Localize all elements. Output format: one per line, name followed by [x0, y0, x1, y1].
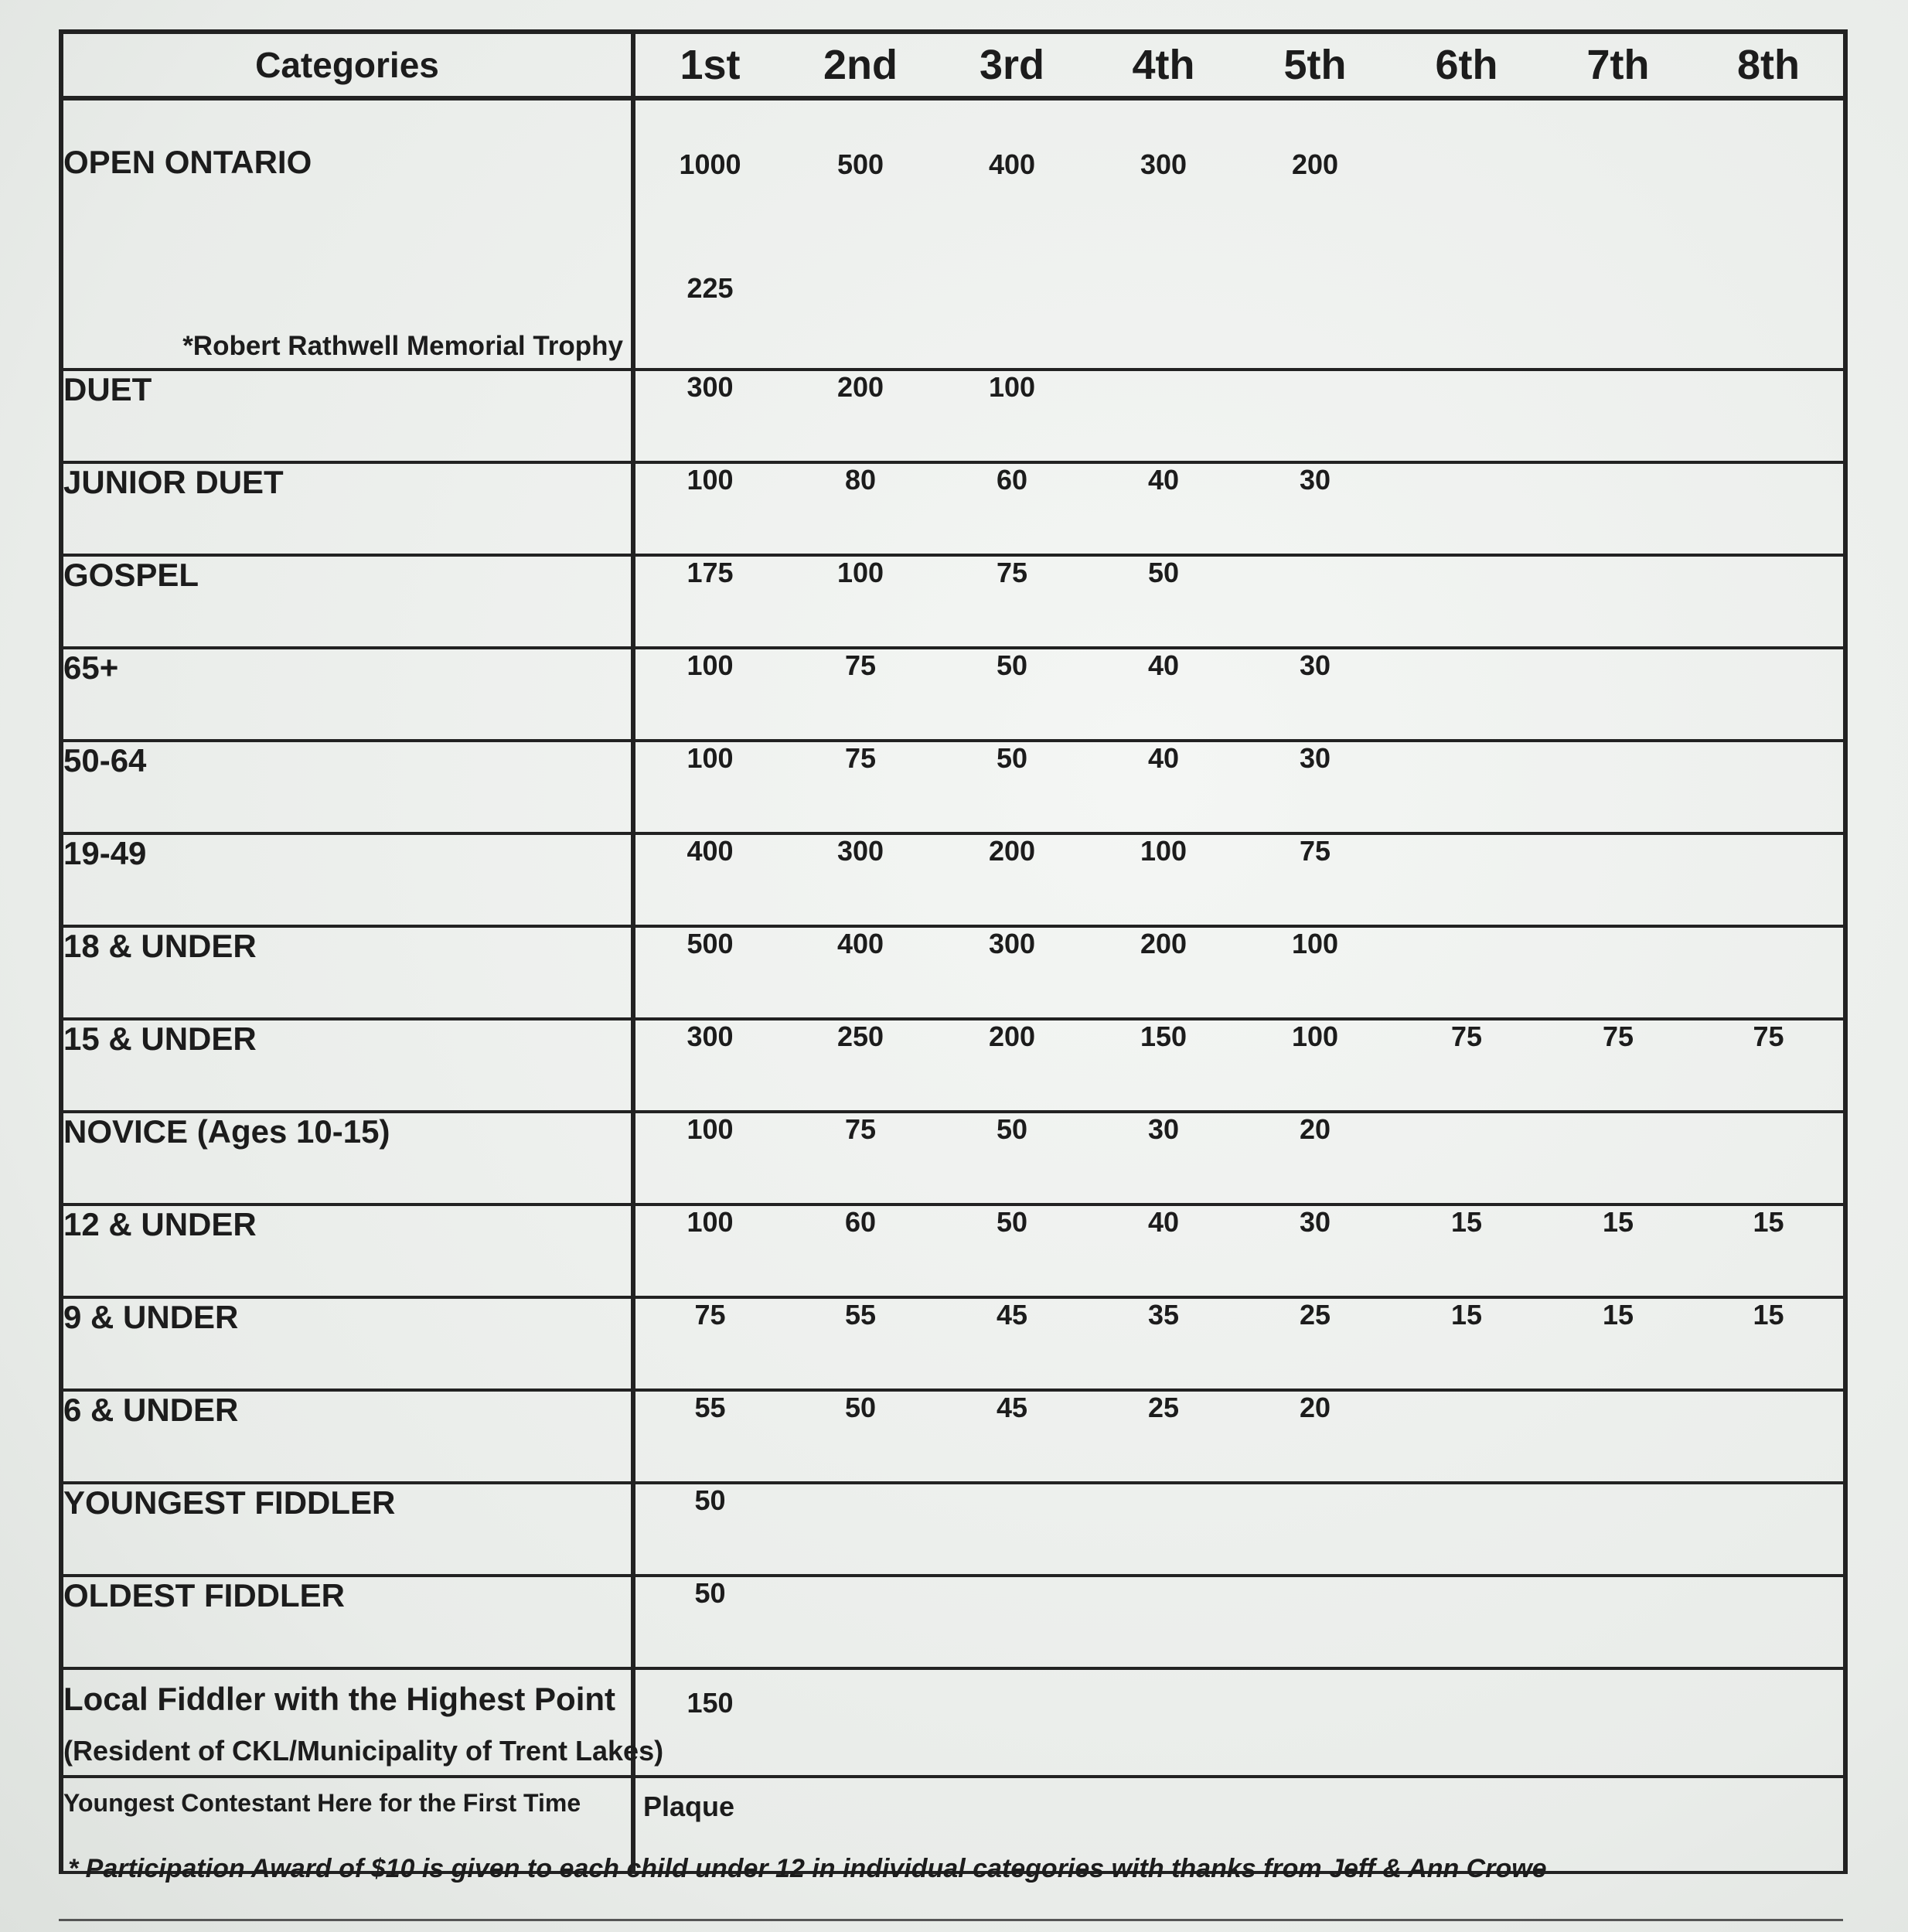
prize-cell: 100 [1239, 1019, 1391, 1112]
place-header: 6th [1391, 32, 1542, 98]
prize-cell: 50 [633, 1483, 785, 1576]
prize-cell [1542, 1390, 1694, 1483]
table-row [61, 926, 1845, 1019]
prize-cell: 75 [936, 555, 1088, 648]
prize-cell [1391, 648, 1542, 741]
prize-cell: 50 [936, 1205, 1088, 1297]
prize-cell [1694, 1483, 1845, 1576]
prize-cell: 25 [1088, 1390, 1239, 1483]
category-subtitle: (Resident of CKL/Municipality of Trent Lakes) [63, 1735, 664, 1767]
prize-cell: 75 [1239, 833, 1391, 926]
prize-cell [1542, 648, 1694, 741]
prize-cell: 100 [633, 648, 785, 741]
prize-cell [1542, 1483, 1694, 1576]
category-name: YOUNGEST FIDDLER [61, 1483, 633, 1576]
table-row [61, 462, 1845, 555]
prize-cell [785, 1576, 936, 1668]
place-header: 1st [633, 32, 785, 98]
prize-cell: 60 [785, 1205, 936, 1297]
prize-cell [1391, 926, 1542, 1019]
table-row [61, 1483, 1845, 1576]
table-row [61, 1297, 1845, 1390]
prize-cell: 15 [1391, 1205, 1542, 1297]
prize-cell: 200 [1239, 98, 1391, 370]
prize-cell: 50 [1088, 555, 1239, 648]
category-cell [61, 98, 633, 370]
prize-cell [1239, 1576, 1391, 1668]
categories-header: Categories [61, 32, 633, 98]
category-name: JUNIOR DUET [61, 462, 633, 555]
prize-cell [1694, 648, 1845, 741]
prize-cell: 200 [1088, 926, 1239, 1019]
prize-cell [1391, 1576, 1542, 1668]
place-header: 7th [1542, 32, 1694, 98]
category-cell [61, 1668, 664, 1777]
prize-cell: 400 [936, 98, 1088, 370]
prize-cell: 40 [1088, 462, 1239, 555]
prize-cell: 75 [1542, 1019, 1694, 1112]
prize-cell: 50 [936, 648, 1088, 741]
prize-cell: 15 [1542, 1297, 1694, 1390]
prize-cell: 150 [633, 1668, 785, 1777]
prize-cell [1694, 462, 1845, 555]
prize-cell: 100 [633, 1112, 785, 1205]
prize-cell [1088, 1483, 1239, 1576]
table-row [61, 741, 1845, 833]
category-name: 9 & UNDER [61, 1297, 633, 1390]
table-row [61, 1390, 1845, 1483]
prize-cell [936, 1668, 1088, 1777]
category-name: OLDEST FIDDLER [61, 1576, 633, 1668]
prize-cell [1694, 555, 1845, 648]
bottom-divider [59, 1919, 1843, 1921]
prize-cell [633, 98, 785, 370]
prize-cell: 300 [1088, 98, 1239, 370]
header-row [61, 32, 1845, 98]
prize-cell: 100 [633, 1205, 785, 1297]
prize-cell: 150 [1088, 1019, 1239, 1112]
place-header: 5th [1239, 32, 1391, 98]
prize-cell: 45 [936, 1297, 1088, 1390]
prize-cell [1694, 833, 1845, 926]
prize-cell [1694, 1390, 1845, 1483]
prize-cell: 500 [633, 926, 785, 1019]
trophy-value: 225 [687, 272, 734, 304]
prize-cell [1694, 1112, 1845, 1205]
prize-cell: 75 [785, 648, 936, 741]
prize-cell: 50 [936, 1112, 1088, 1205]
table-row-local-fiddler [61, 1668, 1845, 1777]
prize-cell [1542, 1576, 1694, 1668]
prize-cell: 200 [936, 833, 1088, 926]
prize-cell: 15 [1694, 1205, 1845, 1297]
prize-cell: 30 [1239, 741, 1391, 833]
category-name: DUET [61, 370, 633, 462]
prize-cell: 30 [1239, 462, 1391, 555]
prize-table [59, 29, 1848, 1874]
prize-cell: 75 [1391, 1019, 1542, 1112]
prize-cell [1391, 1668, 1542, 1777]
prize-cell [1542, 98, 1694, 370]
prize-cell: 55 [633, 1390, 785, 1483]
prize-cell: 40 [1088, 1205, 1239, 1297]
prize-cell [1391, 370, 1542, 462]
prize-cell: 300 [633, 1019, 785, 1112]
prize-cell: 55 [785, 1297, 936, 1390]
table-row [61, 833, 1845, 926]
prize-cell: 250 [785, 1019, 936, 1112]
category-name: 18 & UNDER [61, 926, 633, 1019]
category-name: 15 & UNDER [61, 1019, 633, 1112]
prize-cell [1542, 1668, 1694, 1777]
prize-cell: 30 [1088, 1112, 1239, 1205]
prize-cell [1694, 926, 1845, 1019]
table-row [61, 1205, 1845, 1297]
table-row [61, 1576, 1845, 1668]
table-row [61, 1112, 1845, 1205]
prize-cell [1088, 1668, 1239, 1777]
prize-cell [1542, 833, 1694, 926]
prize-cell: 100 [633, 462, 785, 555]
prize-cell: 200 [785, 370, 936, 462]
place-header: 3rd [936, 32, 1088, 98]
prize-cell [1542, 741, 1694, 833]
place-header: 2nd [785, 32, 936, 98]
prize-cell: 75 [633, 1297, 785, 1390]
prize-cell: 300 [936, 926, 1088, 1019]
prize-cell: 35 [1088, 1297, 1239, 1390]
prize-cell: 15 [1694, 1297, 1845, 1390]
prize-cell [1694, 1668, 1845, 1777]
prize-cell: 400 [633, 833, 785, 926]
prize-cell: 80 [785, 462, 936, 555]
prize-cell [1391, 741, 1542, 833]
prize-cell [1391, 833, 1542, 926]
table-row-open-ontario [61, 98, 1845, 370]
prize-cell [1694, 1576, 1845, 1668]
prize-cell [1542, 462, 1694, 555]
prize-cell: 200 [936, 1019, 1088, 1112]
table-row [61, 370, 1845, 462]
category-name: 50-64 [61, 741, 633, 833]
prize-cell: 100 [936, 370, 1088, 462]
prize-value: 1000 [679, 148, 741, 180]
trophy-note: *Robert Rathwell Memorial Trophy [182, 331, 623, 361]
prize-cell: 75 [1694, 1019, 1845, 1112]
prize-cell: 100 [633, 741, 785, 833]
category-name: OPEN ONTARIO [63, 144, 312, 180]
prize-cell [936, 1483, 1088, 1576]
prize-cell: 25 [1239, 1297, 1391, 1390]
prize-cell: 60 [936, 462, 1088, 555]
prize-cell [1391, 462, 1542, 555]
table-row [61, 1019, 1845, 1112]
prize-cell [1391, 1390, 1542, 1483]
prize-cell: 400 [785, 926, 936, 1019]
prize-cell [1239, 1668, 1391, 1777]
prize-cell [785, 1483, 936, 1576]
prize-cell: 50 [936, 741, 1088, 833]
prize-cell: 30 [1239, 1205, 1391, 1297]
prize-cell: 50 [785, 1390, 936, 1483]
prize-cell: 50 [633, 1576, 785, 1668]
prize-cell: 175 [633, 555, 785, 648]
prize-cell: 15 [1391, 1297, 1542, 1390]
prize-cell [1542, 926, 1694, 1019]
prize-cell [1694, 741, 1845, 833]
prize-cell [1542, 555, 1694, 648]
prize-cell [1239, 555, 1391, 648]
table-row [61, 648, 1845, 741]
prize-cell [1694, 370, 1845, 462]
prize-cell [1694, 98, 1845, 370]
prize-cell [1088, 370, 1239, 462]
category-name: NOVICE (Ages 10-15) [61, 1112, 633, 1205]
prize-cell: 75 [785, 741, 936, 833]
table-row [61, 555, 1845, 648]
prize-cell [1239, 370, 1391, 462]
prize-cell: 45 [936, 1390, 1088, 1483]
prize-cell: 75 [785, 1112, 936, 1205]
prize-cell [1391, 1112, 1542, 1205]
category-name: GOSPEL [61, 555, 633, 648]
category-name: 6 & UNDER [61, 1390, 633, 1483]
prize-cell [1239, 1483, 1391, 1576]
prize-cell: 15 [1542, 1205, 1694, 1297]
category-name: 19-49 [61, 833, 633, 926]
participation-footnote: * Participation Award of $10 is given to each child under 12 in individual categories with thanks from Jeff & Ann Crowe [68, 1854, 1547, 1883]
prize-cell: 30 [1239, 648, 1391, 741]
prize-cell: 100 [1088, 833, 1239, 926]
prize-cell [1391, 98, 1542, 370]
prize-cell [1088, 1576, 1239, 1668]
category-name: Youngest Contestant Here for the First Time [61, 1777, 633, 1872]
category-name: Local Fiddler with the Highest Point [63, 1681, 616, 1717]
prize-cell [1391, 555, 1542, 648]
prize-cell: 300 [633, 370, 785, 462]
prize-cell: 100 [785, 555, 936, 648]
prize-cell [785, 1668, 936, 1777]
category-name: 65+ [61, 648, 633, 741]
place-header: 4th [1088, 32, 1239, 98]
prize-cell: Plaque [633, 1777, 1845, 1872]
prize-cell: 500 [785, 98, 936, 370]
prize-cell: 20 [1239, 1112, 1391, 1205]
prize-cell: 40 [1088, 648, 1239, 741]
prize-cell: 300 [785, 833, 936, 926]
prize-cell [1542, 1112, 1694, 1205]
prize-cell [936, 1576, 1088, 1668]
prize-cell [1391, 1483, 1542, 1576]
place-header: 8th [1694, 32, 1845, 98]
prize-cell [1542, 370, 1694, 462]
prize-cell: 40 [1088, 741, 1239, 833]
prize-cell: 100 [1239, 926, 1391, 1019]
prize-cell: 20 [1239, 1390, 1391, 1483]
category-name: 12 & UNDER [61, 1205, 633, 1297]
